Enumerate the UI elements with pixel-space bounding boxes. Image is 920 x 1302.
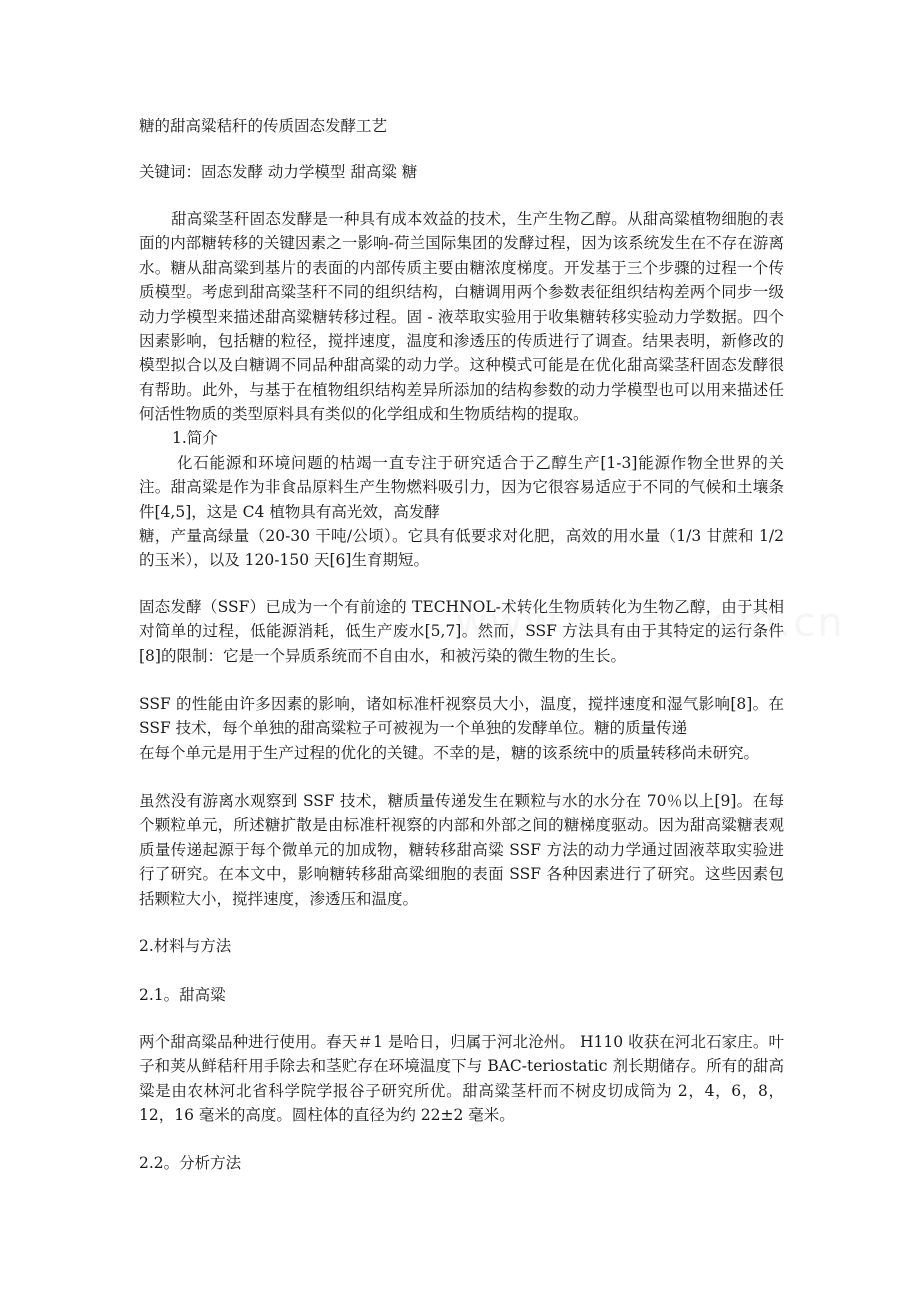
watermark xyxy=(455,600,845,646)
intro-paragraph-1b: 糖，产量高绿量（20-30 干吨/公顷）。它具有低要求对化肥，高效的用水量（1/3 甘蔗和 1/2 的玉米），以及 120-150 天[6]生育期短。 xyxy=(139,527,784,570)
materials-paragraph-1: 两个甜高粱品种进行使用。春天＃1 是哈日，归属于河北沧州。 H110 收获在河北石家庄。叶子和荚从鲜秸秆用手除去和茎贮存在环境温度下与 BAC-teriostatic 剂长期储存。所有的甜高粱是由农林河北省科学院学报谷子研究所优。甜高粱茎杆而不树皮切成筒为 2，4，6，8，12，16 毫米的高度。圆柱体的直径为约 22±2 毫米。 xyxy=(139,1033,784,1125)
intro-paragraph-3a: SSF 的性能由许多因素的影响，诸如标准杆视察员大小，温度，搅拌速度和湿气影响[8]。在 SSF 技术，每个单独的甜高粱粒子可被视为一个单独的发酵单位。糖的质量传递 xyxy=(139,695,784,738)
section-heading-analysis-methods: 2.2。分析方法 xyxy=(139,1154,242,1172)
document-title: 糖的甜高粱秸秆的传质固态发酵工艺 xyxy=(139,117,388,135)
section-heading-sweet-sorghum: 2.1。甜高粱 xyxy=(139,986,226,1004)
section-heading-introduction: 1.简介 xyxy=(172,429,218,447)
intro-paragraph-3b: 在每个单元是用于生产过程的优化的关键。不幸的是，糖的该系统中的质量转移尚未研究。 xyxy=(139,744,760,762)
intro-paragraph-2: 固态发酵（SSF）已成为一个有前途的 TECHNOL-术转化生物质转化为生物乙醇，由于其相对简单的过程，低能源消耗，低生产废水[5,7]。然而，SSF 方法具有由于其特定的运行条件[8]的限制：它是一个异质系统而不自由水，和被污染的微生物的生长。 xyxy=(139,598,784,665)
section-heading-materials-methods: 2.材料与方法 xyxy=(139,937,232,955)
intro-paragraph-1a: 化石能源和环境问题的枯竭一直专注于研究适合于乙醇生产[1-3]能源作物全世界的关注。甜高粱是作为非食品原料生产生物燃料吸引力，因为它很容易适应于不同的气候和土壤条件[4,5]，这是 C4 植物具有高光效，高发酵 xyxy=(139,454,784,521)
intro-paragraph-4: 虽然没有游离水观察到 SSF 技术，糖质量传递发生在颗粒与水的水分在 70％以上[9]。在每个颗粒单元，所述糖扩散是由标准杆视察的内部和外部之间的糖梯度驱动。因为甜高粱糖表观质量传递起源于每个微单元的加成物，糖转移甜高粱 SSF 方法的动力学通过固液萃取实验进行了研究。在本文中，影响糖转移甜高粱细胞的表面 SSF 各种因素进行了研究。这些因素包括颗粒大小，搅拌速度，渗透压和温度。 xyxy=(139,792,784,908)
keywords: 关键词：固态发酵 动力学模型 甜高粱 糖 xyxy=(139,163,418,181)
abstract-paragraph: 甜高粱茎秆固态发酵是一种具有成本效益的技术，生产生物乙醇。从甜高粱植物细胞的表面的内部糖转移的关键因素之一影响-荷兰国际集团的发酵过程，因为该系统发生在不存在游离水。糖从甜高粱到基片的表面的内部传质主要由糖浓度梯度。开发基于三个步骤的过程一个传质模型。考虑到甜高粱茎秆不同的组织结构，白糖调用两个参数表征组织结构差两个同步一级动力学模型来描述甜高粱糖转移过程。固 - 液萃取实验用于收集糖转移实验动力学数据。四个因素影响，包括糖的粒径，搅拌速度，温度和渗透压的传质进行了调查。结果表明，新修改的模型拟合以及白糖调不同品种甜高粱的动力学。这种模式可能是在优化甜高粱茎秆固态发酵很有帮助。此外，与基于在植物组织结构差异所添加的结构参数的动力学模型也可以用来描述任何活性物质的类型原料具有类似的化学组成和生物质结构的提取。 xyxy=(139,210,784,424)
